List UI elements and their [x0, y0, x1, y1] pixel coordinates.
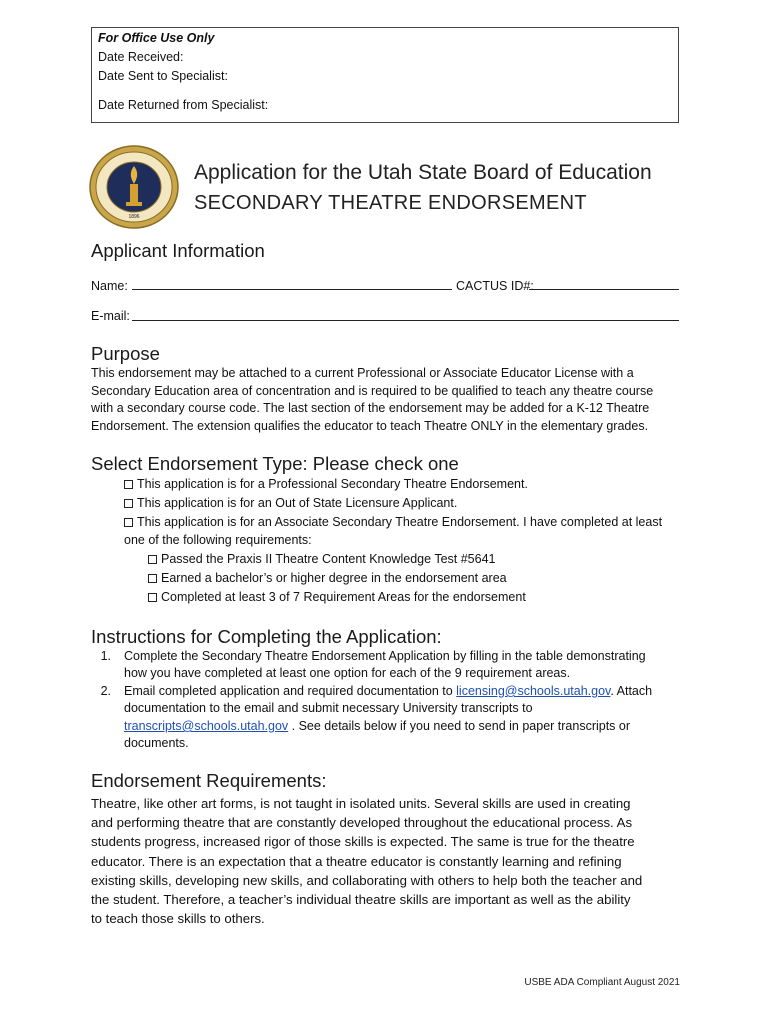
option-label: This application is for an Out of State Licensure Applicant. — [137, 496, 458, 510]
name-label: Name: — [91, 279, 128, 293]
instructions-heading: Instructions for Completing the Application: — [91, 626, 442, 647]
option-label: Passed the Praxis II Theatre Content Knowledge Test #5641 — [161, 552, 496, 566]
purpose-text — [91, 365, 653, 435]
instruction-text: Email completed application and required documentation to — [124, 684, 457, 698]
cactus-id-field[interactable] — [529, 289, 679, 290]
licensing-email-link[interactable]: licensing@schools.utah.gov — [456, 684, 611, 698]
purpose-line: Endorsement. The extension qualifies the educator to teach Theatre ONLY in the elementary grades. — [91, 418, 649, 433]
checkbox[interactable] — [148, 593, 157, 602]
list-number: 2. — [100, 684, 111, 698]
instruction-2-line: documents. — [124, 736, 189, 750]
option-label: Earned a bachelor’s or higher degree in the endorsement area — [161, 571, 507, 585]
endorsement-type-heading: Select Endorsement Type: Please check one — [91, 453, 459, 474]
office-use-box — [91, 27, 679, 123]
date-received-label: Date Received: — [98, 50, 184, 64]
seal-year: 1896 — [128, 214, 140, 220]
instruction-1-line: how you have completed at least one option for each of the 9 requirement areas. — [124, 666, 571, 680]
transcripts-email-link[interactable]: transcripts@schools.utah.gov — [124, 719, 289, 733]
footer-text: USBE ADA Compliant August 2021 — [524, 977, 680, 988]
cactus-label: CACTUS ID#: — [456, 279, 534, 293]
date-sent-label: Date Sent to Specialist: — [98, 69, 228, 83]
option-label: Completed at least 3 of 7 Requirement Areas for the endorsement — [161, 590, 526, 604]
requirements-line: and performing theatre that are constantly developed throughout the educational process. As — [91, 815, 633, 831]
page-title: Application for the Utah State Board of Education — [194, 161, 652, 184]
usbe-seal-icon — [88, 144, 180, 230]
sub-option-areas[interactable] — [148, 589, 526, 607]
name-field[interactable] — [132, 289, 452, 290]
instructions-list — [91, 648, 691, 758]
requirements-line: educator. There is an expectation that a theatre educator is constantly learning and refining — [91, 853, 622, 869]
email-field[interactable] — [132, 320, 679, 321]
applicant-heading: Applicant Information — [91, 240, 265, 261]
date-returned-label: Date Returned from Specialist: — [98, 98, 269, 112]
purpose-line: This endorsement may be attached to a current Professional or Associate Educator License with a — [91, 366, 634, 380]
purpose-line: Secondary Education area of concentration and is required to be qualified to teach any theatre course — [91, 383, 654, 398]
purpose-line: with a secondary course code. The last section of the endorsement may be added for a K-12 Theatre — [91, 401, 650, 415]
option-out-of-state[interactable] — [124, 495, 457, 513]
checkbox[interactable] — [124, 480, 133, 489]
sub-option-praxis[interactable] — [148, 551, 495, 569]
purpose-heading: Purpose — [91, 343, 160, 364]
option-label: This application is for an Associate Secondary Theatre Endorsement. I have completed at least — [137, 515, 663, 529]
instruction-text: . See details below if you need to send in paper transcripts or — [288, 719, 631, 733]
requirements-line: Theatre, like other art forms, is not taught in isolated units. Several skills are used in creating — [91, 796, 631, 811]
email-label: E-mail: — [91, 309, 130, 323]
instruction-text: . Attach — [610, 684, 653, 698]
checkbox[interactable] — [148, 574, 157, 583]
page-subtitle: SECONDARY THEATRE ENDORSEMENT — [194, 192, 587, 214]
requirements-text — [91, 794, 642, 928]
instruction-2-line: documentation to the email and submit necessary University transcripts to — [124, 701, 533, 715]
option-professional[interactable] — [124, 476, 528, 494]
instruction-2-line — [124, 683, 652, 701]
requirements-heading: Endorsement Requirements: — [91, 770, 327, 791]
option-associate-cont: one of the following requirements: — [124, 533, 312, 547]
checkbox[interactable] — [124, 518, 133, 527]
requirements-line: to teach those skills to others. — [91, 911, 265, 927]
checkbox[interactable] — [148, 555, 157, 564]
office-use-heading: For Office Use Only — [98, 31, 215, 45]
requirements-line: the student. Therefore, a teacher’s individual theatre skills are important as well as the ability — [91, 892, 631, 908]
list-number: 1. — [100, 649, 111, 663]
option-label: This application is for a Professional Secondary Theatre Endorsement. — [137, 477, 528, 491]
instruction-2-line — [124, 718, 630, 736]
instruction-1-line: Complete the Secondary Theatre Endorsement Application by filling in the table demonstrating — [124, 649, 646, 663]
option-associate[interactable] — [124, 514, 662, 532]
sub-option-degree[interactable] — [148, 570, 507, 588]
requirements-line: existing skills, developing new skills, and collaborating with others to help both the teacher and — [91, 872, 643, 888]
checkbox[interactable] — [124, 499, 133, 508]
requirements-line: students progress, increased rigor of those skills is expected. The same is true for the theatre — [91, 834, 635, 850]
